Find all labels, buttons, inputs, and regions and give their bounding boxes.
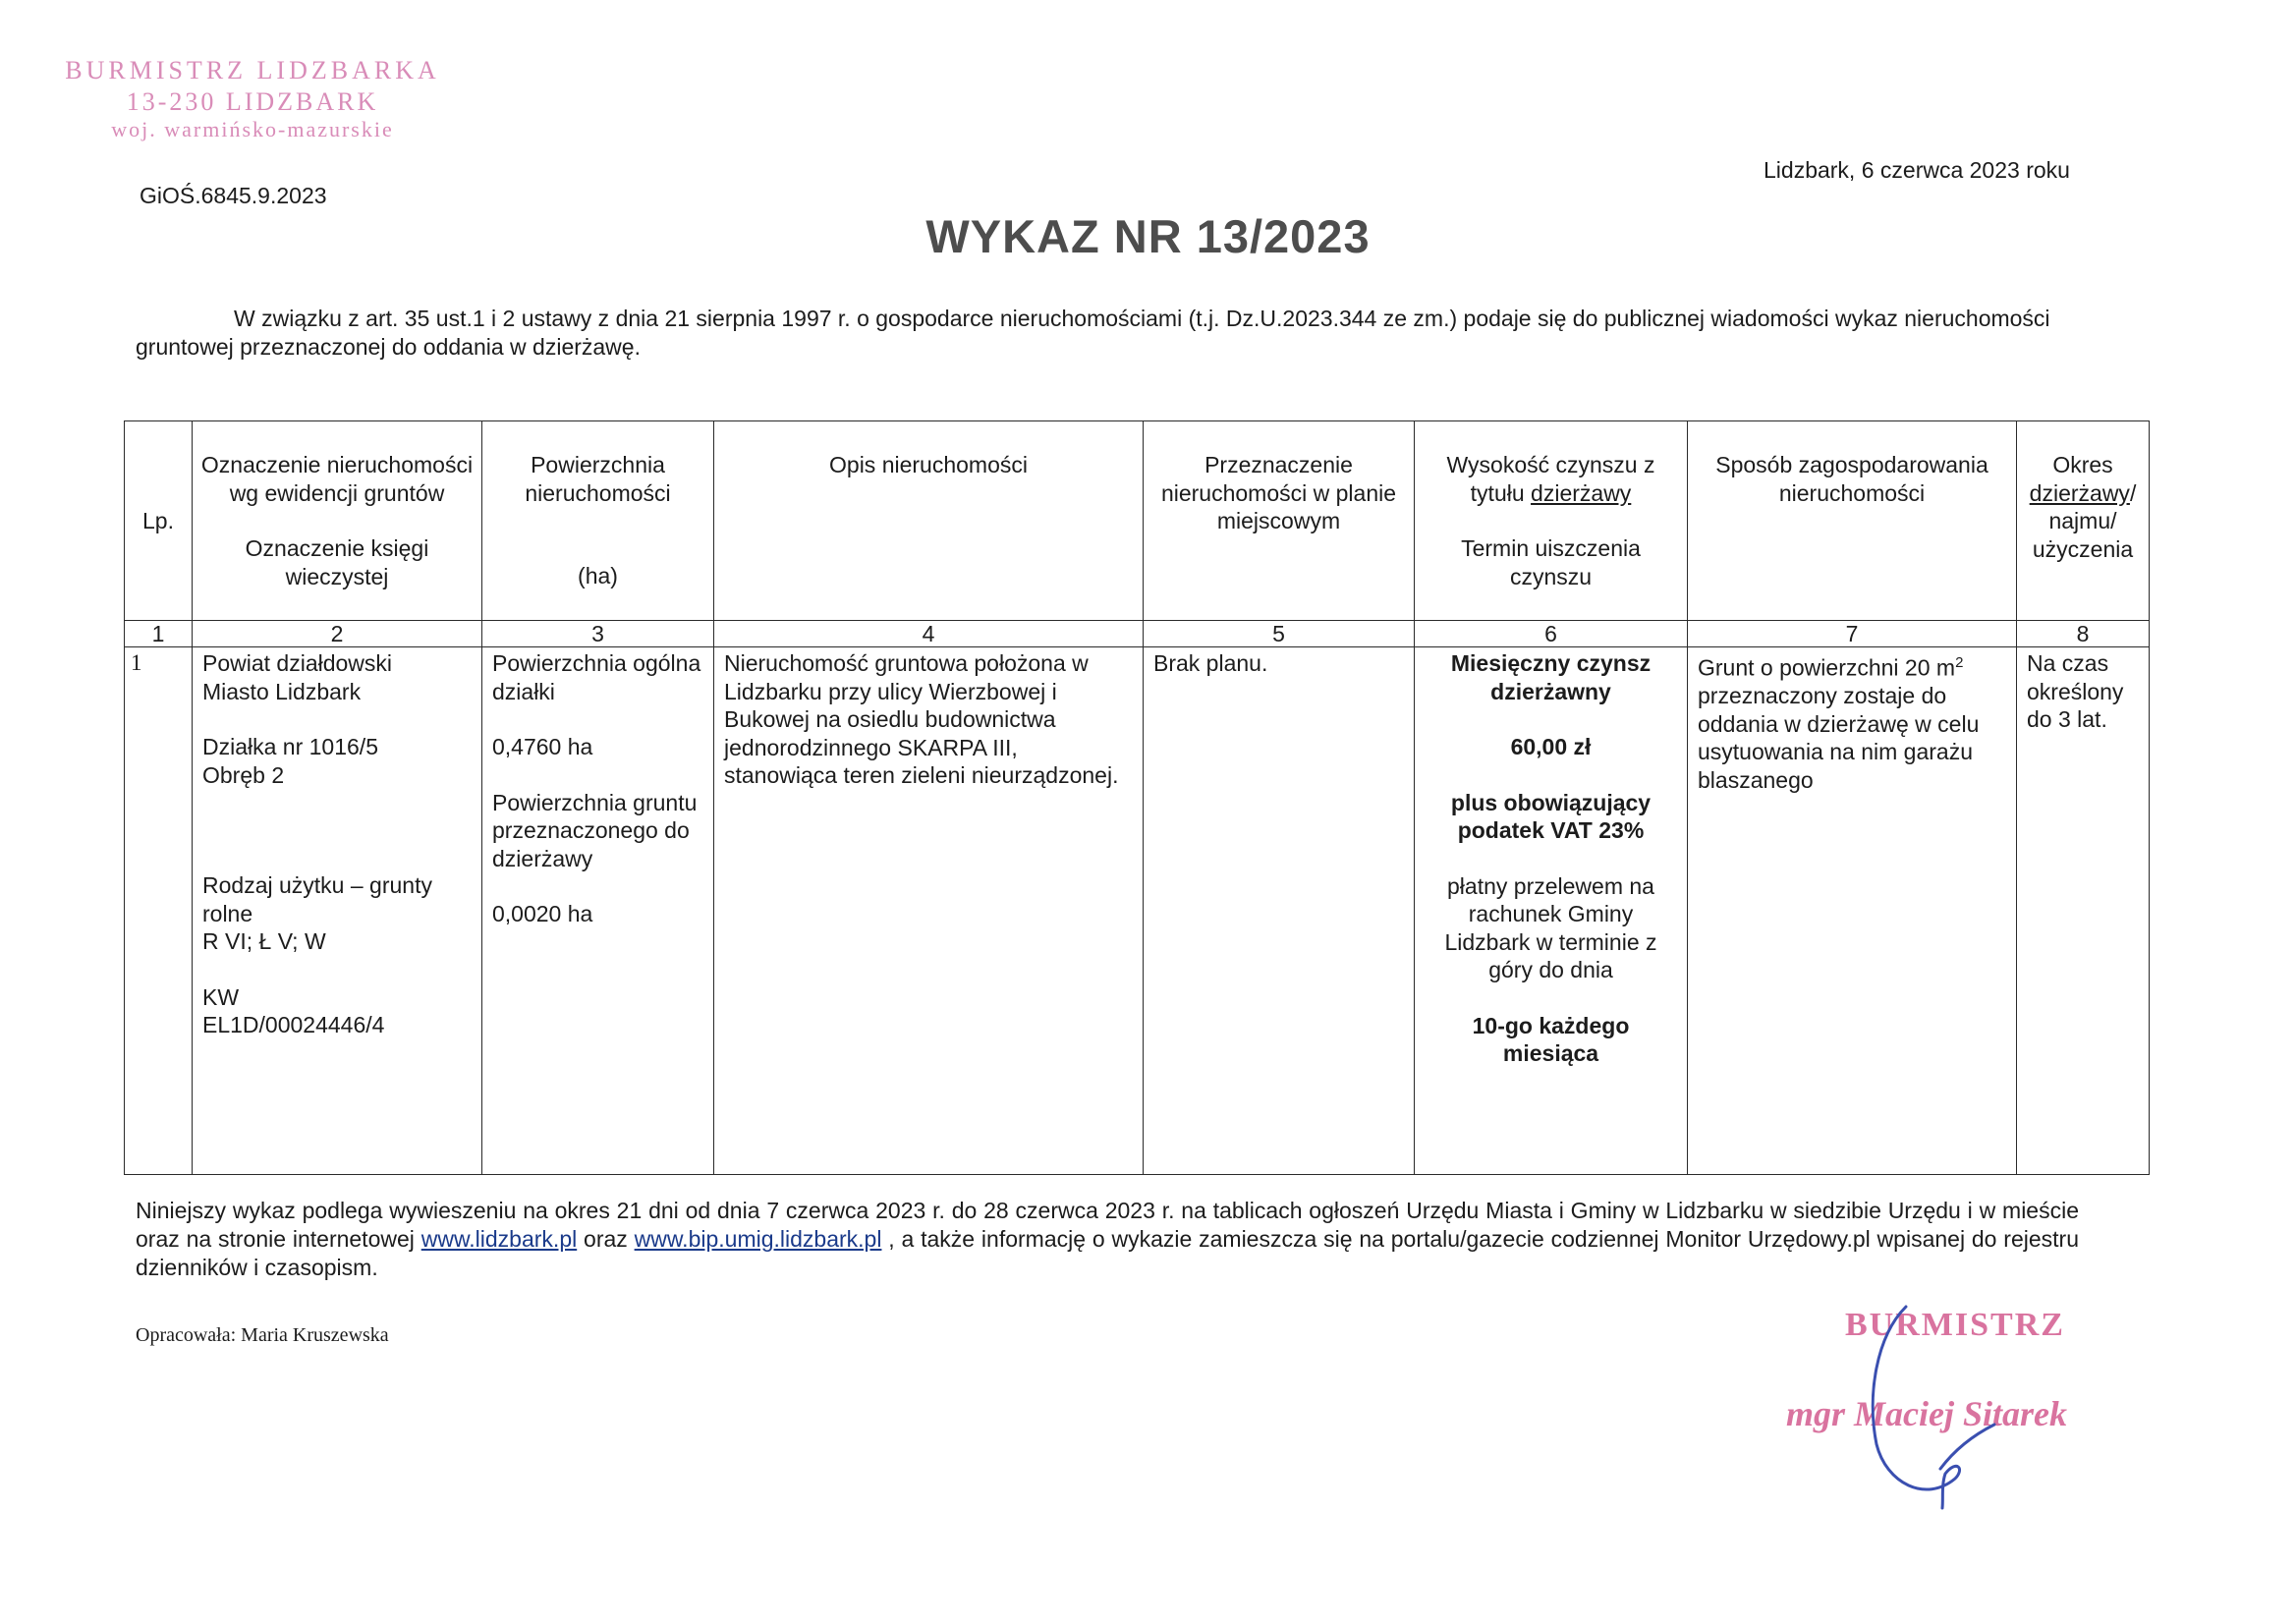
notice-text-1: Niniejszy wykaz podlega wywieszeniu na okres 21 dni od dnia 7 czerwca 2023 r. do 28 czerwca 2023 r. na tablicach ogłoszeń Urzędu Miasta i Gminy w Lidzbarku w siedzibie Urzędu i w mieście oraz na stronie internetowej bbox=[136, 1198, 2079, 1252]
column-number-row bbox=[125, 621, 2150, 647]
notice-text-3: , a także informację o wykazie zamieszcza się na portalu/gazecie codziennej Monitor Urzędowy.pl wpisanej do rejestru dzienników i czasopism. bbox=[136, 1226, 2079, 1280]
header-col-6-a-underlined: dzierżawy bbox=[1531, 479, 1632, 506]
header-col-3-b: (ha) bbox=[578, 563, 618, 588]
row-rent-label: Miesięczny czynsz dzierżawny bbox=[1450, 650, 1652, 704]
row-total-area-label: Powierzchnia ogólna działki bbox=[492, 650, 701, 704]
link-lidzbark[interactable]: www.lidzbark.pl bbox=[420, 1226, 578, 1252]
row-lease-area: 0,0020 ha bbox=[492, 901, 593, 926]
row-land-classes: R VI; Ł V; W bbox=[202, 928, 326, 954]
header-col-2-a: Oznaczenie nieruchomości wg ewidencji gruntów bbox=[200, 452, 474, 506]
header-col-2-b: Oznaczenie księgi wieczystej bbox=[245, 535, 429, 589]
row-kw-number: EL1D/00024446/4 bbox=[202, 1012, 385, 1037]
row-use bbox=[1688, 647, 2017, 1175]
property-table bbox=[124, 420, 2150, 1175]
row-rent bbox=[1415, 647, 1688, 1175]
row-description: Nieruchomość gruntowa położona w Lidzbarku przy ulicy Wierzbowej i Bukowej na osiedlu budownictwa jednorodzinnego SKARPA III, stanowiąca teren zieleni nieurządzonej. bbox=[714, 647, 1144, 1175]
row-total-area: 0,4760 ha bbox=[492, 734, 593, 759]
row-kw-label: KW bbox=[202, 983, 240, 1010]
stamp-line-2: 13-230 LIDZBARK bbox=[126, 86, 379, 116]
column-number: 3 bbox=[482, 621, 714, 647]
header-col-8-b: / najmu/ użyczenia bbox=[2032, 479, 2137, 562]
handwritten-signature bbox=[1847, 1277, 2024, 1513]
header-col-5: Przeznaczenie nieruchomości w planie miejscowym bbox=[1144, 421, 1415, 621]
row-lease-area-label: Powierzchnia gruntu przeznaczonego do dzierżawy bbox=[492, 789, 698, 871]
header-col-8 bbox=[2017, 421, 2150, 621]
column-number: 2 bbox=[193, 621, 482, 647]
header-col-3-a: Powierzchnia nieruchomości bbox=[525, 452, 671, 506]
link-bip[interactable]: www.bip.umig.lidzbark.pl bbox=[634, 1226, 882, 1252]
column-number: 4 bbox=[714, 621, 1144, 647]
row-rent-amount: 60,00 zł bbox=[1510, 734, 1592, 759]
place-date: Lidzbark, 6 czerwca 2023 roku bbox=[1764, 157, 2070, 183]
row-miasto: Miasto Lidzbark bbox=[202, 678, 362, 704]
header-col-2 bbox=[193, 421, 482, 621]
row-use-superscript: 2 bbox=[1955, 654, 1964, 671]
row-zoning: Brak planu. bbox=[1144, 647, 1415, 1175]
row-rent-due: 10-go każdego miesiąca bbox=[1472, 1012, 1630, 1066]
column-number: 6 bbox=[1415, 621, 1688, 647]
row-use-text-2: przeznaczony zostaje do oddania w dzierżawę w celu usytuowania na nim garażu blaszanego bbox=[1698, 683, 1980, 793]
prepared-by: Opracowała: Maria Kruszewska bbox=[136, 1324, 389, 1346]
row-use-text-1: Grunt o powierzchni 20 m bbox=[1698, 654, 1956, 681]
row-lp: 1 bbox=[125, 647, 193, 1175]
table-header-row bbox=[125, 421, 2150, 621]
column-number: 7 bbox=[1688, 621, 2017, 647]
header-col-4: Opis nieruchomości bbox=[714, 421, 1144, 621]
row-powiat: Powiat działdowski bbox=[202, 650, 393, 676]
row-land-use: Rodzaj użytku – grunty rolne bbox=[202, 872, 432, 926]
signature-stamp-title: BURMISTRZ bbox=[1845, 1307, 2065, 1343]
row-rent-vat: plus obowiązujący podatek VAT 23% bbox=[1450, 789, 1652, 843]
document-title: WYKAZ NR 13/2023 bbox=[925, 210, 1371, 262]
row-precinct: Obręb 2 bbox=[202, 761, 285, 788]
table-row bbox=[125, 647, 2150, 1175]
header-col-6-b: Termin uiszczenia czynszu bbox=[1461, 535, 1641, 589]
signature-stamp-name: mgr Maciej Sitarek bbox=[1786, 1394, 2067, 1433]
stamp-line-3: woj. warmińsko-mazurskie bbox=[111, 117, 394, 142]
column-number: 8 bbox=[2017, 621, 2150, 647]
header-col-6-a: Wysokość czynszu z tytułu bbox=[1446, 452, 1655, 506]
notice-text-2: oraz bbox=[577, 1226, 635, 1252]
publication-notice bbox=[136, 1197, 2079, 1282]
row-area bbox=[482, 647, 714, 1175]
row-rent-payment: płatny przelewem na rachunek Gminy Lidzbark w terminie z góry do dnia bbox=[1444, 872, 1657, 982]
header-col-8-a: Okres bbox=[2052, 452, 2113, 477]
stamp-line-1: BURMISTRZ LIDZBARKA bbox=[65, 56, 440, 84]
header-col-7: Sposób zagospodarowania nieruchomości bbox=[1688, 421, 2017, 621]
office-stamp bbox=[61, 55, 444, 143]
intro-paragraph: W związku z art. 35 ust.1 i 2 ustawy z dnia 21 sierpnia 1997 r. o gospodarce nieruchomościami (t.j. Dz.U.2023.344 ze zm.) podaje się do publicznej wiadomości wykaz nieruchomości gruntowej przeznaczonej do oddania w dzierżawę. bbox=[136, 306, 2050, 360]
header-col-6 bbox=[1415, 421, 1688, 621]
header-col-3 bbox=[482, 421, 714, 621]
row-designation bbox=[193, 647, 482, 1175]
column-number: 5 bbox=[1144, 621, 1415, 647]
header-lp: Lp. bbox=[125, 421, 193, 621]
header-col-8-underlined: dzierżawy bbox=[2029, 479, 2130, 506]
reference-number: GiOŚ.6845.9.2023 bbox=[140, 183, 327, 208]
row-plot-number: Działka nr 1016/5 bbox=[202, 734, 378, 759]
column-number: 1 bbox=[125, 621, 193, 647]
row-period: Na czas określony do 3 lat. bbox=[2017, 647, 2150, 1175]
